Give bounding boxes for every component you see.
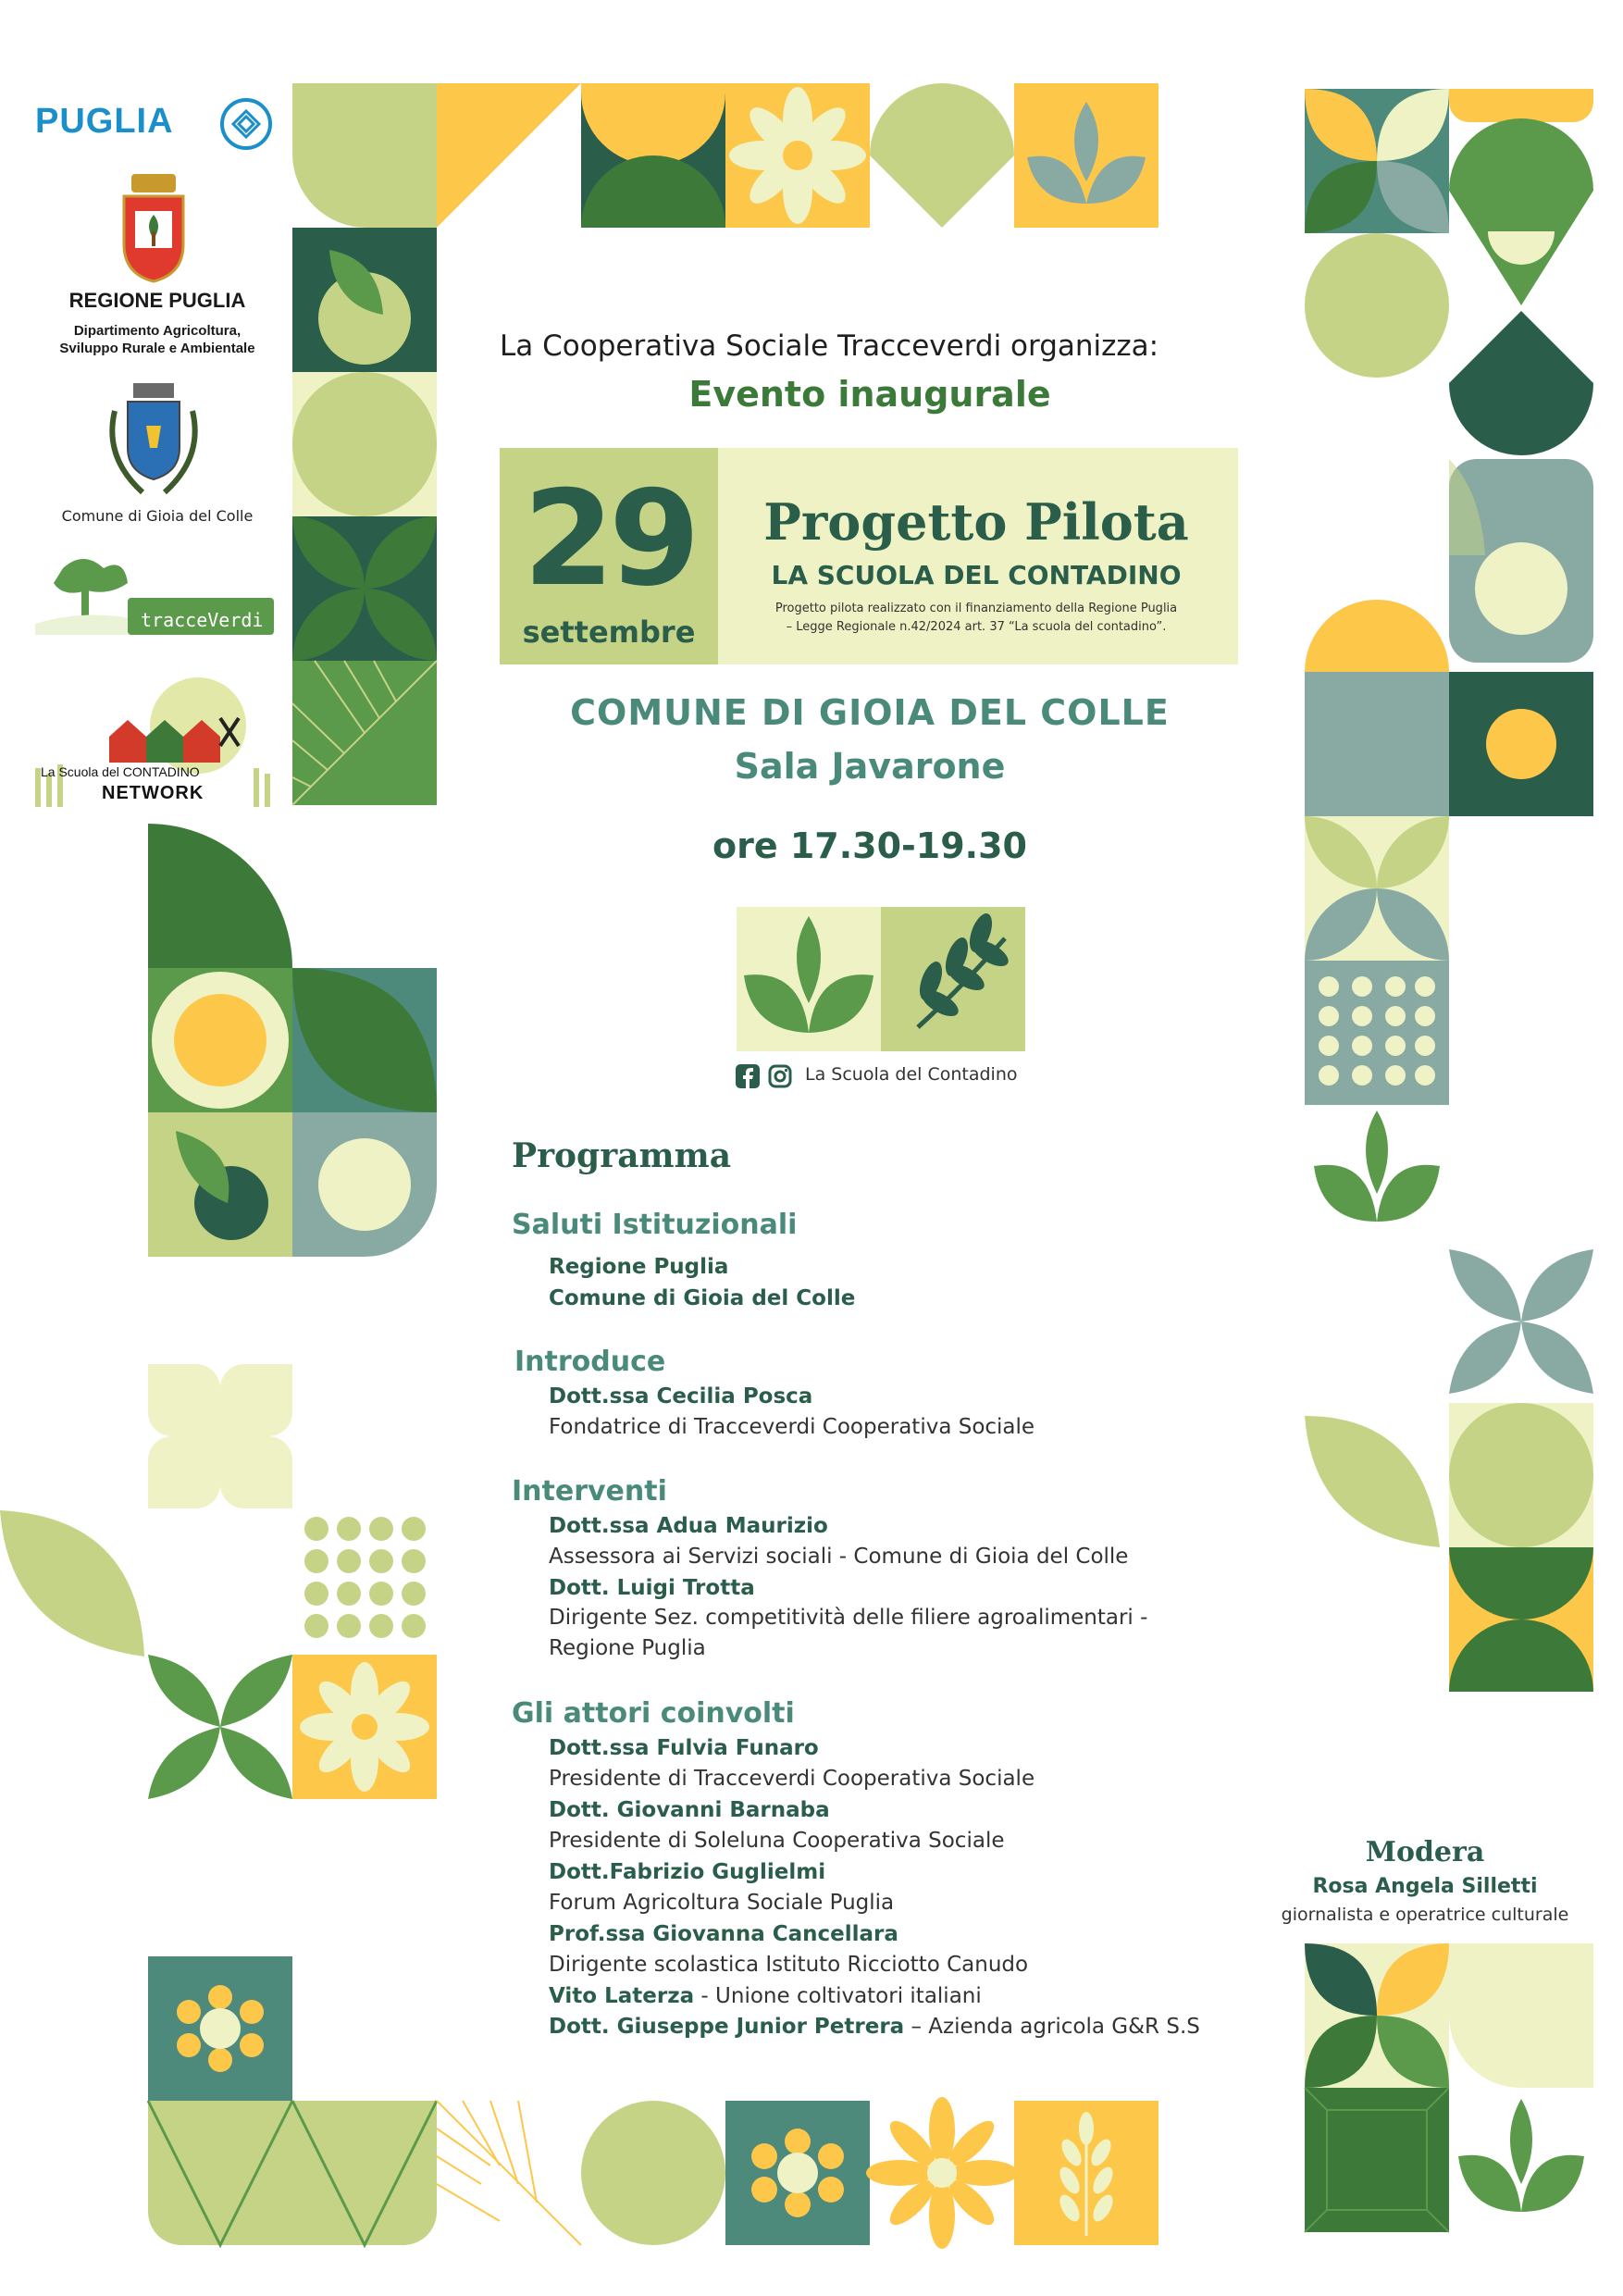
project-subtitle: LA SCUOLA DEL CONTADINO: [771, 560, 1182, 590]
department-line-1: Dipartimento Agricoltura,: [73, 323, 242, 339]
funding-note-line-1: Progetto pilota realizzato con il finanziamento della Regione Puglia: [774, 602, 1178, 615]
attori-5-line: [549, 1981, 1243, 2012]
speaker-2-role-line-2: Regione Puglia: [549, 1636, 706, 1660]
programma-title: Programma: [512, 1136, 732, 1175]
attori-6-role: – Azienda agricola G&R S.S: [904, 2015, 1200, 2039]
venue-hall: Sala Javarone: [734, 746, 1006, 787]
project-funding-note: [717, 600, 1235, 637]
puglia-logo-text: PUGLIA: [35, 102, 174, 141]
attori-4-name: Prof.ssa Giovanna Cancellara: [549, 1922, 898, 1946]
funding-note-line-2: – Legge Regionale n.42/2024 art. 37 “La scuola del contadino”.: [786, 620, 1167, 634]
regione-puglia-department: [28, 322, 287, 357]
regione-puglia-coat-of-arms-icon: [118, 174, 189, 285]
saluti-item-comune: Comune di Gioia del Colle: [549, 1286, 856, 1310]
attori-2-name: Dott. Giovanni Barnaba: [549, 1798, 830, 1822]
regione-puglia-title: REGIONE PUGLIA: [68, 289, 246, 312]
comune-gioia-coat-of-arms-icon: [96, 383, 211, 502]
attori-3-role: Forum Agricoltura Sociale Puglia: [549, 1891, 895, 1915]
attori-5-role: - Unione coltivatori italiani: [694, 1984, 982, 2008]
saluti-item-regione: Regione Puglia: [549, 1255, 729, 1279]
attori-5-name: Vito Laterza: [549, 1984, 695, 2008]
introduce-speaker-role: Fondatrice di Tracceverdi Cooperativa Sociale: [549, 1415, 1035, 1439]
event-type: Evento inaugurale: [688, 374, 1051, 415]
moderator-name: Rosa Angela Silletti: [1312, 1875, 1538, 1898]
project-title: Progetto Pilota: [763, 492, 1189, 552]
puglia-emblem-icon: [218, 96, 274, 152]
scuola-contadino-plant-logo-icon: [737, 907, 1025, 1051]
moderator-label: Modera: [1365, 1836, 1485, 1868]
event-day: 29: [523, 463, 695, 615]
attori-1-name: Dott.ssa Fulvia Funaro: [549, 1736, 819, 1760]
instagram-icon[interactable]: [768, 1064, 792, 1088]
organizer-line: La Cooperativa Sociale Tracceverdi organizza:: [500, 329, 1159, 363]
attori-heading: Gli attori coinvolti: [512, 1697, 795, 1730]
interventi-speaker-1-name: Dott.ssa Adua Maurizio: [549, 1514, 828, 1538]
speaker-2-role-line-1: Dirigente Sez. competitività delle filiere agroalimentari -: [549, 1606, 1148, 1630]
tracceverdi-logo-text: tracceVerdi: [141, 609, 264, 631]
event-month: settembre: [522, 614, 696, 650]
interventi-heading: Interventi: [512, 1475, 667, 1508]
introduce-speaker-name: Dott.ssa Cecilia Posca: [549, 1384, 813, 1409]
attori-2-role: Presidente di Soleluna Cooperativa Sociale: [549, 1829, 1005, 1853]
introduce-heading: Introduce: [514, 1346, 666, 1378]
attori-4-role: Dirigente scolastica Istituto Ricciotto Canudo: [549, 1953, 1029, 1977]
interventi-speaker-1-role: Assessora ai Servizi sociali - Comune di Gioia del Colle: [549, 1545, 1129, 1569]
attori-1-role: Presidente di Tracceverdi Cooperativa Sociale: [549, 1767, 1035, 1791]
department-line-2: Sviluppo Rurale e Ambientale: [59, 341, 255, 356]
saluti-heading: Saluti Istituzionali: [512, 1209, 798, 1241]
network-logo-line-1: La Scuola del CONTADINO: [41, 764, 200, 779]
attori-6-name: Dott. Giuseppe Junior Petrera: [549, 2015, 905, 2039]
comune-caption: Comune di Gioia del Colle: [61, 507, 254, 525]
interventi-speaker-2-name: Dott. Luigi Trotta: [549, 1576, 755, 1600]
attori-3-name: Dott.Fabrizio Guglielmi: [549, 1860, 826, 1884]
network-logo-line-2: NETWORK: [102, 783, 204, 803]
interventi-speaker-2-role: [549, 1603, 1243, 1664]
venue-comune: COMUNE DI GIOIA DEL COLLE: [570, 692, 1170, 733]
attori-6-line: [549, 2012, 1289, 2042]
moderator-role: giornalista e operatrice culturale: [1281, 1905, 1569, 1925]
social-handle[interactable]: La Scuola del Contadino: [805, 1064, 1018, 1085]
facebook-icon[interactable]: [736, 1064, 760, 1088]
event-time: ore 17.30-19.30: [712, 825, 1027, 866]
